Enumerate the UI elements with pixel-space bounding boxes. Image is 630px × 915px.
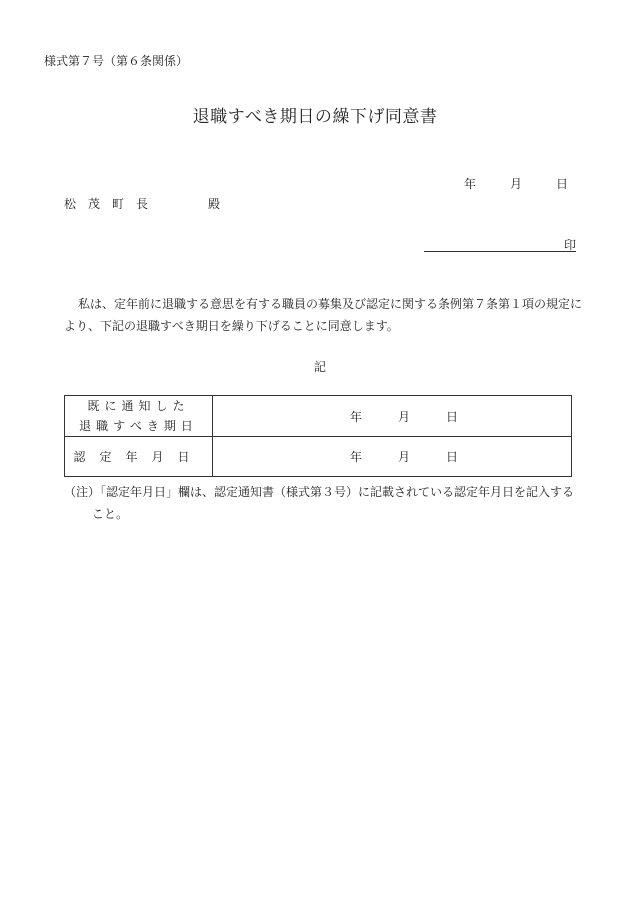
label-cell: 認定年月日 [65, 437, 213, 477]
label-line: 退職すべき期日 [79, 419, 198, 433]
consent-statement [64, 293, 584, 337]
date-cell [213, 396, 572, 437]
seal-mark: 印 [563, 238, 576, 252]
note-line: こと。 [92, 507, 129, 521]
note [64, 481, 584, 525]
cell-year-label: 年 [350, 409, 363, 424]
statement-line: より、下記の退職すべき期日を繰り下げることに同意します。 [64, 319, 399, 333]
date-cell [213, 437, 572, 477]
cell-year-label: 年 [350, 450, 363, 464]
cell-day-label: 日 [446, 409, 459, 424]
ki-heading: 記 [313, 360, 326, 374]
date-line [464, 175, 568, 192]
date-month-label: 月 [510, 177, 523, 191]
addressee-char: 長 [136, 197, 149, 211]
note-line: （注）「認定年月日」欄は、認定通知書（様式第３号）に記載されている認定年月日を記入する [64, 485, 575, 499]
addressee-char: 茂 [88, 197, 101, 211]
cell-month-label: 月 [398, 450, 411, 464]
table-row [65, 396, 572, 437]
form-number: 様式第７号（第６条関係） [44, 54, 189, 68]
addressee [64, 195, 220, 212]
date-day-label: 日 [556, 177, 569, 191]
label-cell [65, 396, 213, 437]
document-title: 退職すべき期日の繰下げ同意書 [192, 107, 438, 127]
statement-line: 私は、定年前に退職する意思を有する職員の募集及び認定に関する条例第７条第１項の規定に [78, 297, 583, 311]
addressee-char: 松 [64, 197, 77, 211]
addressee-char: 町 [112, 197, 125, 211]
table-row [65, 437, 572, 477]
cell-day-label: 日 [446, 450, 459, 464]
cell-month-label: 月 [398, 409, 411, 424]
date-table [64, 395, 572, 477]
label-line: 既に通知した [87, 399, 190, 413]
addressee-honorific: 殿 [208, 197, 221, 211]
date-year-label: 年 [464, 177, 477, 191]
signature-line [424, 236, 576, 252]
